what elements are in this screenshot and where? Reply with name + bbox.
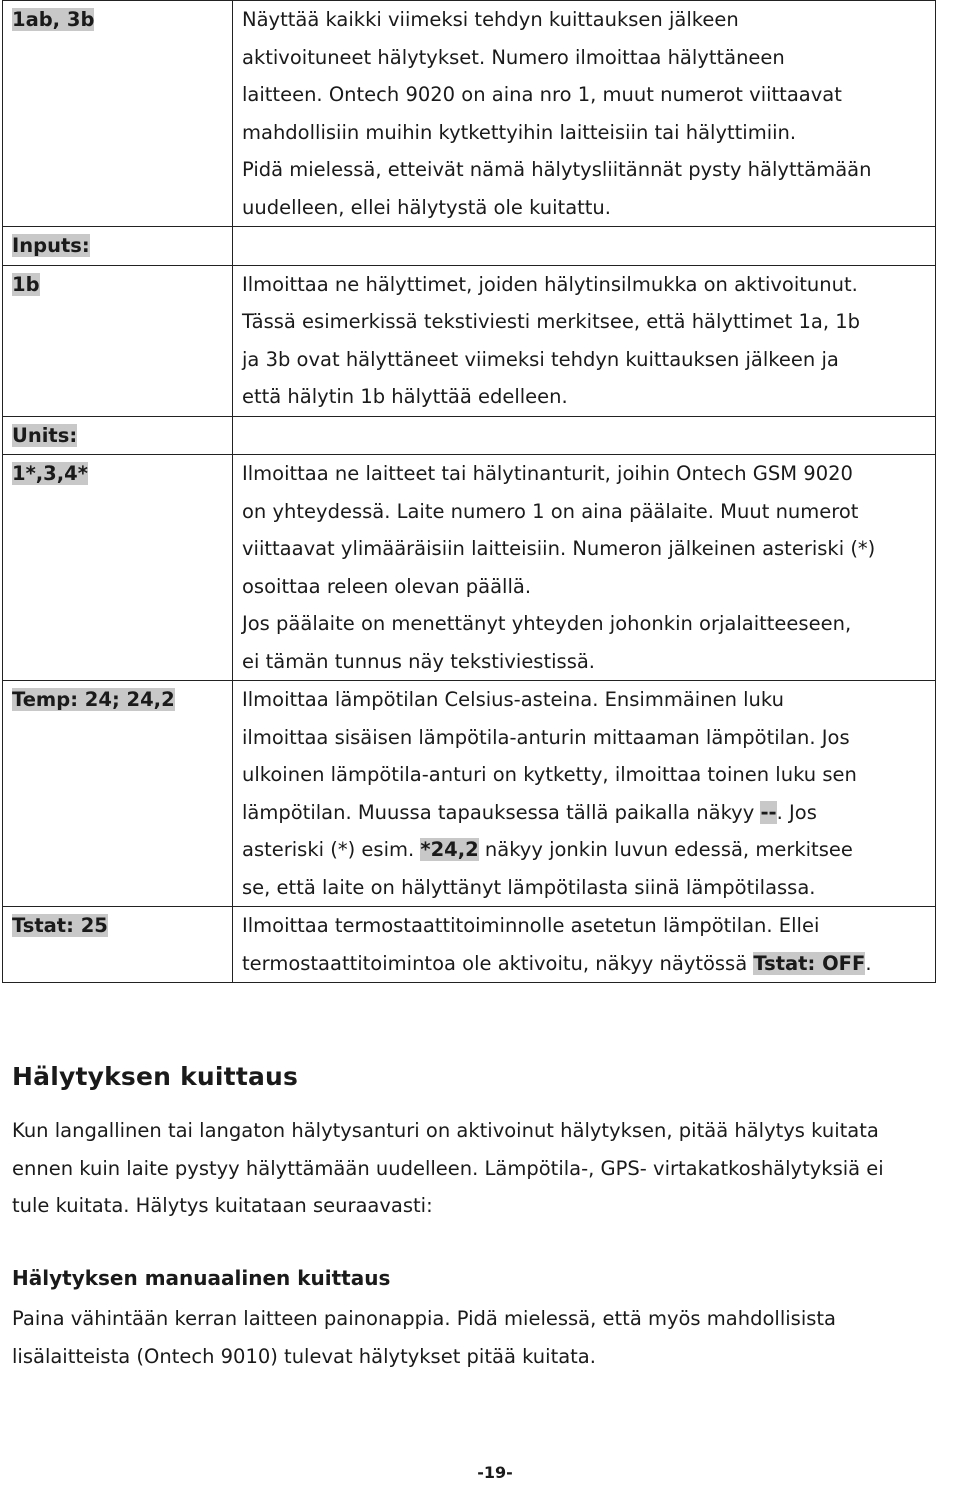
description-line: Ilmoittaa ne laitteet tai hälytinanturit, joihin Ontech GSM 9020 xyxy=(242,462,853,485)
description-line xyxy=(242,794,929,832)
subsection-manual xyxy=(12,1266,957,1290)
description-line xyxy=(242,945,929,983)
line-text: asteriski (*) esim. xyxy=(242,838,421,861)
subsection-heading: Hälytyksen manuaalinen kuittaus xyxy=(12,1266,391,1290)
paragraph-line: lisälaitteista (Ontech 9010) tulevat hälytykset pitää kuitata. xyxy=(12,1344,596,1368)
line-text: termostaattitoimintoa ole aktivoitu, näkyy näytössä xyxy=(242,951,754,975)
row-description xyxy=(233,455,936,681)
table-row xyxy=(3,455,936,681)
row-description xyxy=(233,227,936,266)
description-line: Tässä esimerkissä tekstiviesti merkitsee, että hälyttimet 1a, 1b xyxy=(242,310,861,333)
row-label-cell xyxy=(3,455,233,681)
description-line: että hälytin 1b hälyttää edelleen. xyxy=(242,385,568,408)
description-line: ei tämän tunnus näy tekstiviestissä. xyxy=(242,649,595,673)
row-label-cell xyxy=(3,265,233,416)
description-line xyxy=(242,831,929,869)
description-line: viittaavat ylimääräisiin laitteisiin. Numeron jälkeinen asteriski (*) xyxy=(242,537,876,560)
row-description xyxy=(233,681,936,907)
subsection-paragraph xyxy=(12,1300,957,1375)
description-line: se, että laite on hälyttänyt lämpötilasta siinä lämpötilassa. xyxy=(242,875,816,899)
table-row xyxy=(3,265,936,416)
code-highlight: *24,2 xyxy=(420,838,479,861)
description-line: Ilmoittaa ne hälyttimet, joiden hälytinsilmukka on aktivoitunut. xyxy=(242,272,858,296)
row-label-cell xyxy=(3,1,233,227)
description-line: ilmoittaa sisäisen lämpötila-anturin mittaaman lämpötilan. Jos xyxy=(242,725,850,749)
code-highlight: Tstat: OFF xyxy=(753,951,866,975)
section-heading: Hälytyksen kuittaus xyxy=(12,1062,299,1091)
description-line: osoittaa releen olevan päällä. xyxy=(242,574,532,598)
row-label-cell xyxy=(3,907,233,983)
row-description xyxy=(233,1,936,227)
page-number: -19- xyxy=(477,1463,513,1482)
row-label: 1b xyxy=(12,272,40,296)
table-row xyxy=(3,1,936,227)
specification-table xyxy=(2,0,936,983)
row-label: Inputs: xyxy=(12,234,90,257)
line-text: näkyy jonkin luvun edessä, merkitsee xyxy=(478,838,853,861)
description-line: on yhteydessä. Laite numero 1 on aina päälaite. Muut numerot xyxy=(242,499,859,523)
paragraph-line: Paina vähintään kerran laitteen painonappia. Pidä mielessä, että myös mahdollisista xyxy=(12,1307,836,1330)
table-row xyxy=(3,227,936,266)
row-description xyxy=(233,265,936,416)
paragraph-line: Kun langallinen tai langaton hälytysanturi on aktivoinut hälytyksen, pitää hälytys kuitata xyxy=(12,1119,879,1142)
section-paragraph xyxy=(12,1112,957,1225)
row-label: Temp: 24; 24,2 xyxy=(12,688,175,711)
row-description xyxy=(233,907,936,983)
description-line: Pidä mielessä, etteivät nämä hälytysliitännät pysty hälyttämään xyxy=(242,158,872,181)
description-line: uudelleen, ellei hälytystä ole kuitattu. xyxy=(242,195,611,219)
paragraph-line: tule kuitata. Hälytys kuitataan seuraavasti: xyxy=(12,1194,433,1217)
description-line: Jos päälaite on menettänyt yhteyden johonkin orjalaitteeseen, xyxy=(242,612,852,635)
line-text: lämpötilan. Muussa tapauksessa tällä paikalla näkyy xyxy=(242,800,761,824)
description-line: ulkoinen lämpötila-anturi on kytketty, ilmoittaa toinen luku sen xyxy=(242,763,857,786)
line-text: . Jos xyxy=(776,800,817,824)
row-label: Tstat: 25 xyxy=(12,914,108,937)
description-line: Ilmoittaa lämpötilan Celsius-asteina. Ensimmäinen luku xyxy=(242,688,784,711)
description-line: Näyttää kaikki viimeksi tehdyn kuittauksen jälkeen xyxy=(242,8,739,31)
line-text: . xyxy=(865,951,872,975)
row-label: 1*,3,4* xyxy=(12,462,88,485)
code-highlight: -- xyxy=(760,800,777,824)
row-label: 1ab, 3b xyxy=(12,8,95,31)
table-row xyxy=(3,416,936,455)
row-label-cell xyxy=(3,416,233,455)
description-line: ja 3b ovat hälyttäneet viimeksi tehdyn kuittauksen jälkeen ja xyxy=(242,347,839,371)
row-label-cell xyxy=(3,681,233,907)
description-line: mahdollisiin muihin kytkettyihin laitteisiin tai hälyttimiin. xyxy=(242,120,797,144)
row-label: Units: xyxy=(12,423,78,447)
description-line: Ilmoittaa termostaattitoiminnolle asetetun lämpötilan. Ellei xyxy=(242,914,820,937)
description-line: laitteen. Ontech 9020 on aina nro 1, muut numerot viittaavat xyxy=(242,83,842,106)
section-acknowledgement xyxy=(12,1062,957,1091)
table-row xyxy=(3,681,936,907)
row-description xyxy=(233,416,936,455)
table-row xyxy=(3,907,936,983)
row-label-cell xyxy=(3,227,233,266)
description-line: aktivoituneet hälytykset. Numero ilmoittaa hälyttäneen xyxy=(242,45,785,69)
paragraph-line: ennen kuin laite pystyy hälyttämään uudelleen. Lämpötila-, GPS- virtakatkoshälytyksiä ei xyxy=(12,1156,884,1180)
